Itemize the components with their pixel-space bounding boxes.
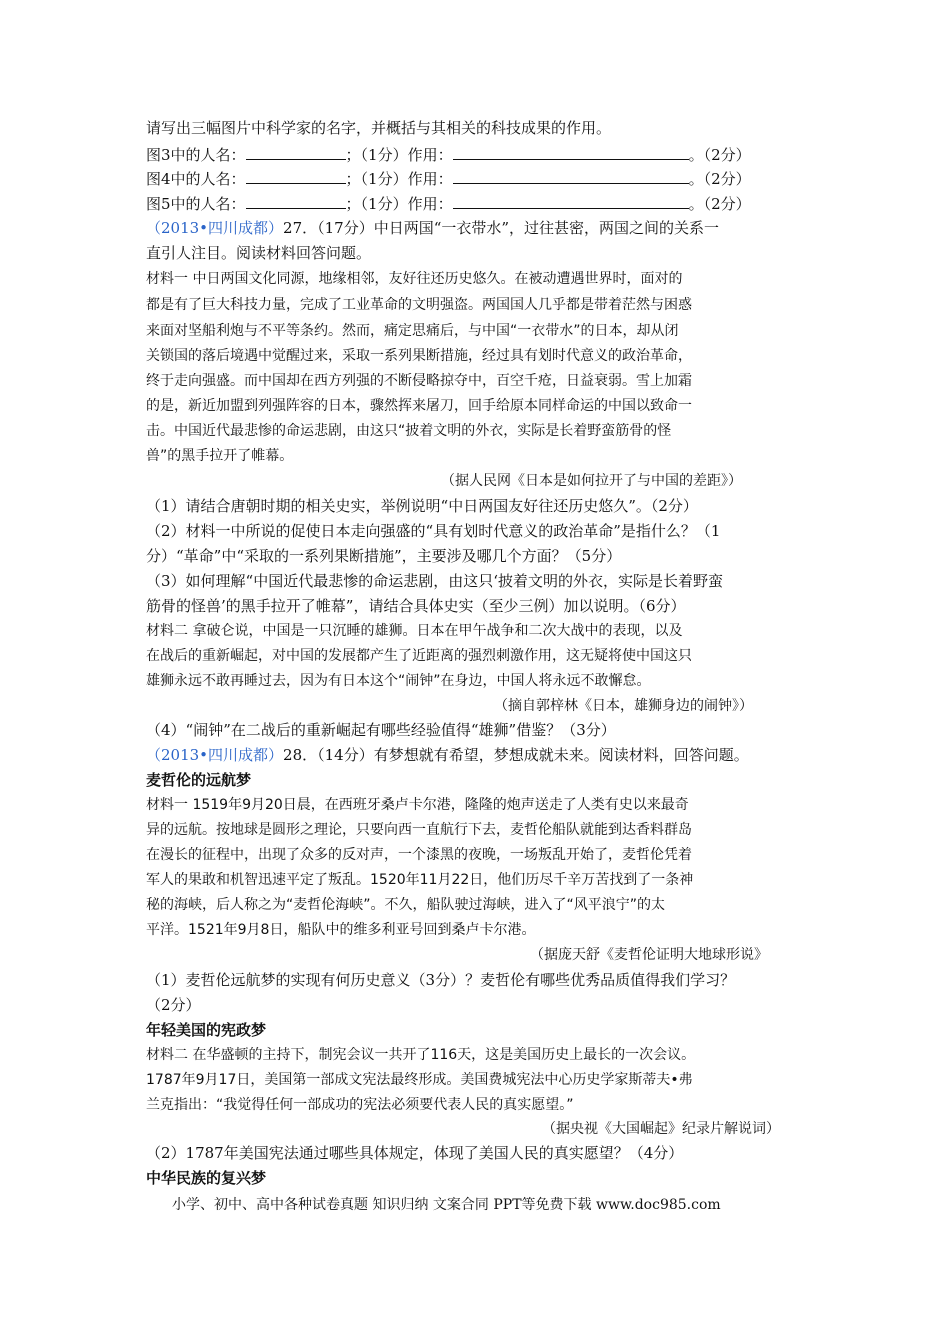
effect-blank[interactable] (453, 194, 689, 209)
name-blank[interactable] (246, 169, 346, 184)
fill-row-fig5 (146, 194, 751, 213)
name-blank[interactable] (246, 194, 346, 209)
q27-title-cont: 直引人注目。阅读材料回答问题。 (146, 244, 372, 262)
q28-source2: （据央视《大国崛起》纪录片解说词） (542, 1121, 780, 1137)
fill-label: 图5中的人名： (146, 195, 246, 213)
fill-label: 图4中的人名： (146, 170, 246, 188)
q28-material1-line: 材料一 1519年9月20日晨，在西班牙桑卢卡尔港，隆隆的炮声送走了人类有史以来最奇 (146, 797, 689, 813)
q27-material1-line: 关锁国的落后境遇中觉醒过来，采取一系列果断措施，经过具有划时代意义的政治革命， (146, 348, 692, 364)
fill-end: 。（2分） (688, 195, 751, 213)
q28-material1-line: 秘的海峡，后人称之为“麦哲伦海峡”。不久，船队驶过海峡，进入了“风平浪宁”的太 (146, 897, 666, 913)
page-footer: 小学、初中、高中各种试卷真题 知识归纳 文案合同 PPT等免费下载 www.doc985.com (172, 1197, 721, 1213)
fill-mid: ；（1分）作用： (345, 195, 453, 213)
q27-question: （3）如何理解“中国近代最悲惨的命运悲剧，由这只‘披着文明的外衣，实际是长着野蛮 (146, 572, 723, 590)
q28-material2-line: 1787年9月17日，美国第一部成文宪法最终形成。美国费城宪法中心历史学家斯蒂夫•弗 (146, 1072, 693, 1088)
q28-heading-constitution: 年轻美国的宪政梦 (146, 1021, 267, 1039)
q27-header (146, 219, 719, 237)
q27-material1-line: 材料一 中日两国文化同源，地缘相邻，友好往还历史悠久。在被动遭遇世界时，面对的 (146, 271, 683, 287)
q27-material2-line: 雄狮永远不敢再睡过去，因为有日本这个“闹钟”在身边，中国人将永远不敢懈怠。 (146, 673, 651, 689)
effect-blank[interactable] (453, 169, 689, 184)
fill-end: 。（2分） (688, 146, 751, 164)
q27-question: （1）请结合唐朝时期的相关史实，举例说明“中日两国友好往还历史悠久”。（2分） (146, 497, 698, 515)
q28-source1: （据庞天舒《麦哲伦证明大地球形说》 (530, 947, 768, 963)
q27-question: （2）材料一中所说的促使日本走向强盛的“具有划时代意义的政治革命”是指什么？（1 (146, 522, 721, 540)
q27-material1-line: 来面对坚船利炮与不平等条约。然而，痛定思痛后，与中国“一衣带水”的日本，却从闭 (146, 323, 679, 339)
q27-material1-line: 击。中国近代最悲惨的命运悲剧，由这只“披着文明的外衣，实际是长着野蛮筋骨的怪 (146, 423, 672, 439)
q27-source1: （据人民网《日本是如何拉开了与中国的差距》） (441, 473, 742, 489)
q27-material1-line: 兽”的黑手拉开了帷幕。 (146, 448, 294, 464)
intro-text: 请写出三幅图片中科学家的名字，并概括与其相关的科技成果的作用。 (146, 119, 612, 137)
q28-heading-magellan: 麦哲伦的远航梦 (146, 771, 252, 789)
q28-material1-line: 在漫长的征程中，出现了众多的反对声，一个漆黑的夜晚，一场叛乱开始了，麦哲伦凭着 (146, 847, 692, 863)
q28-material2-line: 材料二 在华盛顿的主持下，制宪会议一共开了116天，这是美国历史上最长的一次会议。 (146, 1047, 696, 1063)
q27-material1-line: 都是有了巨大科技力量，完成了工业革命的文明强盗。两国国人几乎都是带着茫然与困惑 (146, 297, 692, 313)
fill-row-fig3 (146, 145, 751, 164)
q27-question: 筋骨的怪兽’的黑手拉开了帷幕”，请结合具体史实（至少三例）加以说明。（6分） (146, 597, 686, 615)
q28-heading-revival: 中华民族的复兴梦 (146, 1169, 267, 1187)
fill-end: 。（2分） (688, 170, 751, 188)
q27-source2: （摘自郭梓林《日本，雄狮身边的闹钟》） (494, 698, 753, 714)
q28-header (146, 746, 749, 764)
q27-material1-line: 终于走向强盛。而中国却在西方列强的不断侵略掠夺中，百空千疮，日益衰弱。雪上加霜 (146, 373, 692, 389)
q27-question: 分）“革命”中“采取的一系列果断措施”，主要涉及哪几个方面？（5分） (146, 547, 622, 565)
q28-material1-line: 平洋。1521年9月8日，船队中的维多利亚号回到桑卢卡尔港。 (146, 922, 536, 938)
fill-mid: ；（1分）作用： (345, 146, 453, 164)
q28-question1-cont: （2分） (146, 996, 201, 1014)
q27-question4: （4）“闹钟”在二战后的重新崛起有哪些经验值得“雄狮”借鉴？（3分） (146, 721, 616, 739)
q28-material1-line: 异的远航。按地球是圆形之理论，只要向西一直航行下去，麦哲伦船队就能到达香料群岛 (146, 822, 692, 838)
q28-source-tag[interactable]: （2013•四川成都） (146, 746, 284, 764)
fill-label: 图3中的人名： (146, 146, 246, 164)
q27-title: 27．（17分）中日两国“一衣带水”，过往甚密，两国之间的关系一 (283, 219, 720, 237)
q27-material1-line: 的是，新近加盟到列强阵容的日本，骤然挥来屠刀，回手给原本同样命运的中国以致命一 (146, 398, 692, 414)
q28-material2-line: 兰克指出：“我觉得任何一部成功的宪法必须要代表人民的真实愿望。” (146, 1097, 574, 1113)
effect-blank[interactable] (453, 145, 689, 160)
q28-title: 28．（14分）有梦想就有希望，梦想成就未来。阅读材料，回答问题。 (283, 746, 749, 764)
q27-material2-line: 材料二 拿破仑说，中国是一只沉睡的雄狮。日本在甲午战争和二次大战中的表现，以及 (146, 623, 683, 639)
q28-material1-line: 军人的果敢和机智迅速平定了叛乱。1520年11月22日，他们历尽千辛万苦找到了一条神 (146, 872, 694, 888)
q28-question1: （1）麦哲伦远航梦的实现有何历史意义（3分）？麦哲伦有哪些优秀品质值得我们学习？ (146, 971, 736, 989)
q27-material2-line: 在战后的重新崛起，对中国的发展都产生了近距离的强烈刺激作用，这无疑将使中国这只 (146, 648, 692, 664)
name-blank[interactable] (246, 145, 346, 160)
q28-question2: （2）1787年美国宪法通过哪些具体规定，体现了美国人民的真实愿望？（4分） (146, 1144, 684, 1162)
fill-row-fig4 (146, 169, 751, 188)
q27-source-tag[interactable]: （2013•四川成都） (146, 219, 284, 237)
fill-mid: ；（1分）作用： (345, 170, 453, 188)
